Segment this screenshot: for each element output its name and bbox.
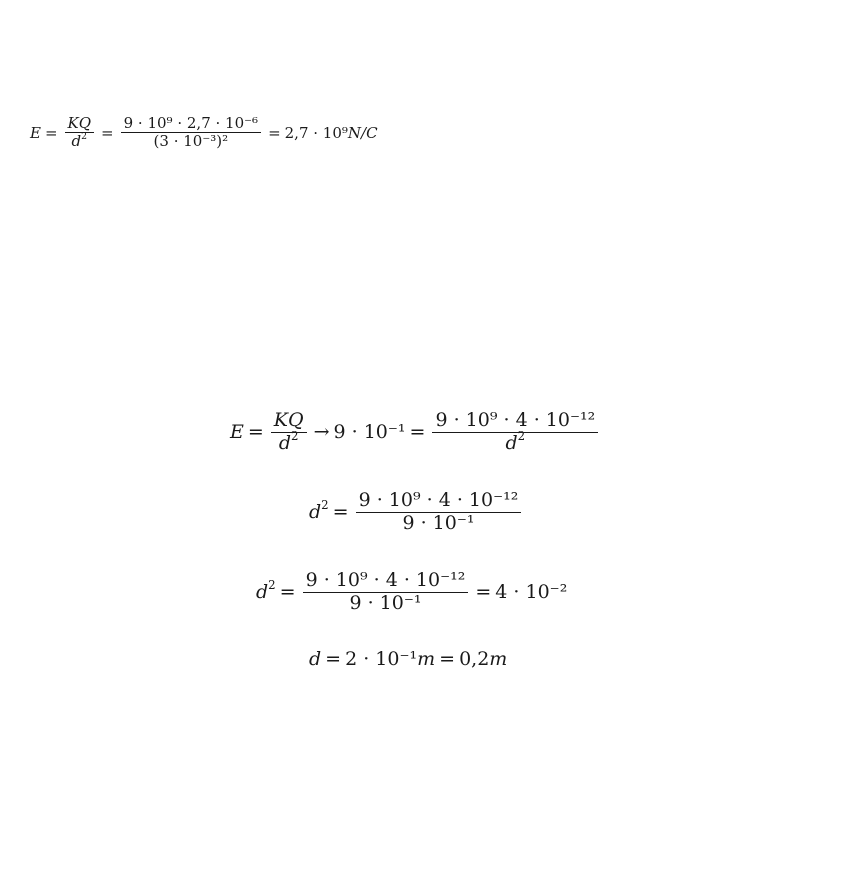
eq1-frac1-denominator-exp: 2 [81,130,88,142]
eq1-fraction-kq [65,115,95,151]
eq3-lhs: d [309,501,322,524]
eq2-arrow-icon: → [313,421,330,444]
eq1-frac2-denominator: (3 · 10⁻³)² [153,132,229,151]
eq1-frac1-denominator: d [71,132,82,151]
eq2-frac2-denominator-wrap [503,428,529,455]
eq1-lhs: E [30,123,41,142]
eq2-frac2-denominator-exp: 2 [517,428,526,443]
eq4-lhs-exp: 2 [268,578,276,593]
eq4-result: 4 · 10⁻² [495,581,568,604]
eq4-denominator: 9 · 10⁻¹ [349,591,422,614]
eq4-equals-1: = [279,581,296,604]
eq5-value2: 0,2 [459,648,490,670]
equation-distance [309,648,507,670]
eq3-lhs-wrap [309,498,329,524]
eq1-frac1-numerator: KQ [67,114,92,132]
eq2-fraction-values [432,410,598,455]
equation-d-squared-result [256,570,567,615]
eq3-fraction [356,490,522,535]
eq4-numerator: 9 · 10⁹ · 4 · 10⁻¹² [305,569,466,591]
eq2-frac1-denominator: d [278,431,292,454]
eq4-lhs: d [256,581,269,604]
eq2-frac2-denominator: d [505,431,518,454]
equation-d-squared [309,490,524,535]
eq1-result: 2,7 · 10⁹ [284,123,348,142]
eq1-frac2-numerator: 9 · 10⁹ · 2,7 · 10⁻⁶ [123,114,259,132]
eq3-numerator: 9 · 10⁹ · 4 · 10⁻¹² [358,489,519,511]
eq1-unit: N/C [347,123,378,142]
eq2-middle: 9 · 10⁻¹ [333,421,406,444]
eq1-equals-3: = [268,123,281,142]
eq4-equals-2: = [475,581,492,604]
eq3-denominator: 9 · 10⁻¹ [402,511,475,534]
eq3-lhs-exp: 2 [321,498,329,513]
eq2-equals-2: = [409,421,426,444]
equation-solve-setup [230,410,601,455]
eq5-unit2: m [489,648,508,670]
eq1-fraction-values [121,115,261,151]
eq2-fraction-kq [271,410,307,455]
eq5-lhs: d [309,648,322,670]
eq2-frac1-denominator-wrap [276,428,302,455]
eq2-equals-1: = [247,421,264,444]
eq2-frac2-numerator: 9 · 10⁹ · 4 · 10⁻¹² [435,409,596,431]
eq4-fraction [303,570,469,615]
eq5-equals-2: = [439,648,456,670]
eq2-frac1-denominator-exp: 2 [291,428,299,443]
eq5-value1: 2 · 10⁻¹ [345,648,418,670]
eq3-equals: = [332,501,349,524]
equation-field-strength [30,115,378,151]
eq4-lhs-wrap [256,578,276,604]
eq5-equals-1: = [325,648,342,670]
eq2-frac1-numerator: KQ [273,409,304,431]
eq1-equals-2: = [101,123,114,142]
eq2-lhs: E [230,421,244,444]
eq1-frac1-denominator-wrap [69,130,91,151]
eq1-equals-1: = [44,123,58,142]
eq5-unit1: m [417,648,436,670]
